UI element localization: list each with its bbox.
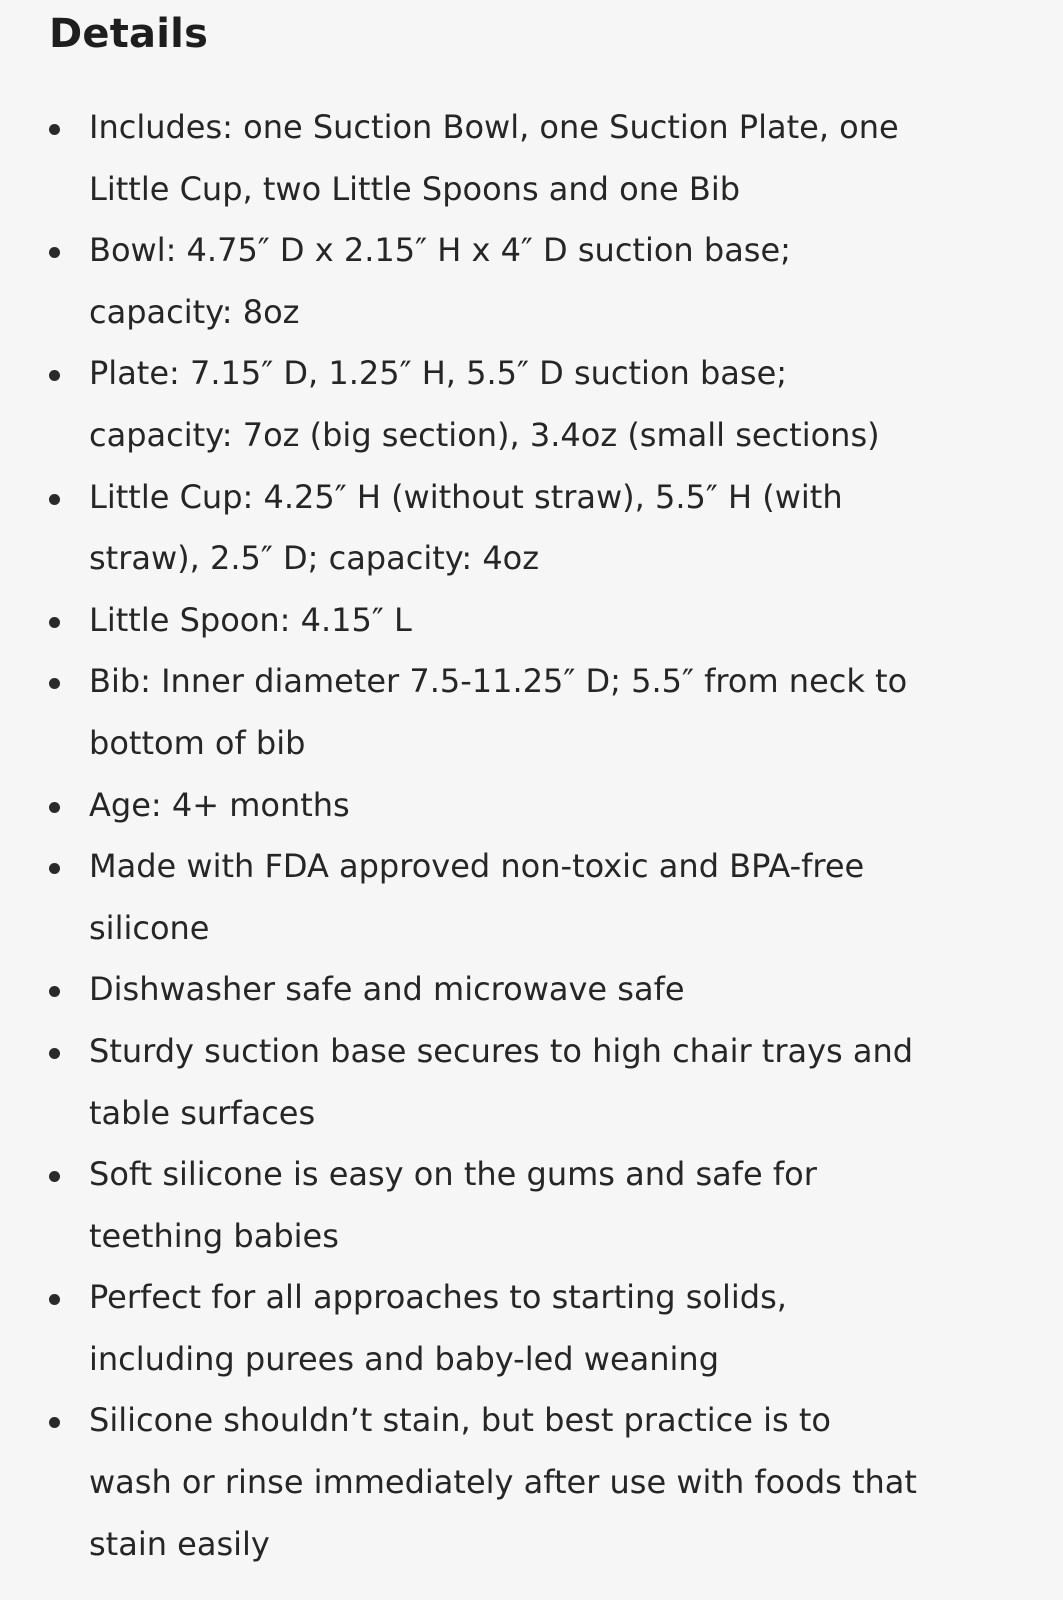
list-item xyxy=(49,651,989,774)
list-item-text: Perfect for all approaches to starting solids, xyxy=(89,1278,787,1317)
list-item-text: Includes: one Suction Bowl, one Suction Plate, one xyxy=(89,108,899,146)
bullet-icon xyxy=(49,986,60,997)
list-item-text: teething babies xyxy=(89,1216,339,1255)
bullet-icon xyxy=(49,678,60,689)
list-item-text: Little Cup: 4.25″ H (without straw), 5.5″ H (with xyxy=(89,477,843,516)
bullet-icon xyxy=(49,1294,60,1305)
list-item xyxy=(49,1144,989,1267)
bullet-icon xyxy=(49,863,60,874)
list-item-text: stain easily xyxy=(89,1524,270,1563)
list-item xyxy=(49,959,989,1021)
list-item-text: bottom of bib xyxy=(89,723,306,762)
list-item-text: table surfaces xyxy=(89,1093,316,1132)
list-item xyxy=(49,220,989,343)
list-item-text: wash or rinse immediately after use with foods that xyxy=(89,1463,917,1502)
list-item xyxy=(49,97,989,220)
list-item xyxy=(49,775,989,837)
list-item-text: Little Spoon: 4.15″ L xyxy=(89,600,412,639)
list-item xyxy=(49,467,989,590)
bullet-icon xyxy=(49,1171,60,1182)
bullet-icon xyxy=(49,494,60,505)
list-item-text: including purees and baby-led weaning xyxy=(89,1339,719,1378)
list-item-text: Plate: 7.15″ D, 1.25″ H, 5.5″ D suction base; xyxy=(89,354,788,393)
list-item-text: Bowl: 4.75″ D x 2.15″ H x 4″ D suction base; xyxy=(89,231,791,270)
details-heading: Details xyxy=(49,11,209,57)
list-item xyxy=(49,343,989,466)
list-item xyxy=(49,1390,989,1575)
list-item-text: Little Cup, two Little Spoons and one Bib xyxy=(89,169,741,208)
list-item-text: Age: 4+ months xyxy=(89,785,350,824)
list-item-text: Soft silicone is easy on the gums and safe for xyxy=(89,1155,817,1194)
list-item-text: straw), 2.5″ D; capacity: 4oz xyxy=(89,539,540,578)
bullet-icon xyxy=(49,247,60,258)
list-item-text: Bib: Inner diameter 7.5-11.25″ D; 5.5″ from neck to xyxy=(89,662,908,701)
bullet-icon xyxy=(49,124,60,135)
bullet-icon xyxy=(49,802,60,813)
list-item-text: Made with FDA approved non-toxic and BPA-free xyxy=(89,847,865,886)
list-item-text: silicone xyxy=(89,908,210,947)
bullet-icon xyxy=(49,1048,60,1059)
list-item xyxy=(49,1021,989,1144)
details-list xyxy=(49,97,1063,1575)
list-item-text: Sturdy suction base secures to high chair trays and xyxy=(89,1031,914,1070)
bullet-icon xyxy=(49,370,60,381)
list-item-text: Dishwasher safe and microwave safe xyxy=(89,970,685,1009)
list-item-text: capacity: 7oz (big section), 3.4oz (small sections) xyxy=(89,415,880,454)
bullet-icon xyxy=(49,617,60,628)
list-item xyxy=(49,590,989,652)
list-item-text: capacity: 8oz xyxy=(89,292,300,331)
list-item xyxy=(49,1267,989,1390)
bullet-icon xyxy=(49,1417,60,1428)
list-item-text: Silicone shouldn’t stain, but best practice is to xyxy=(89,1401,831,1440)
list-item xyxy=(49,836,989,959)
